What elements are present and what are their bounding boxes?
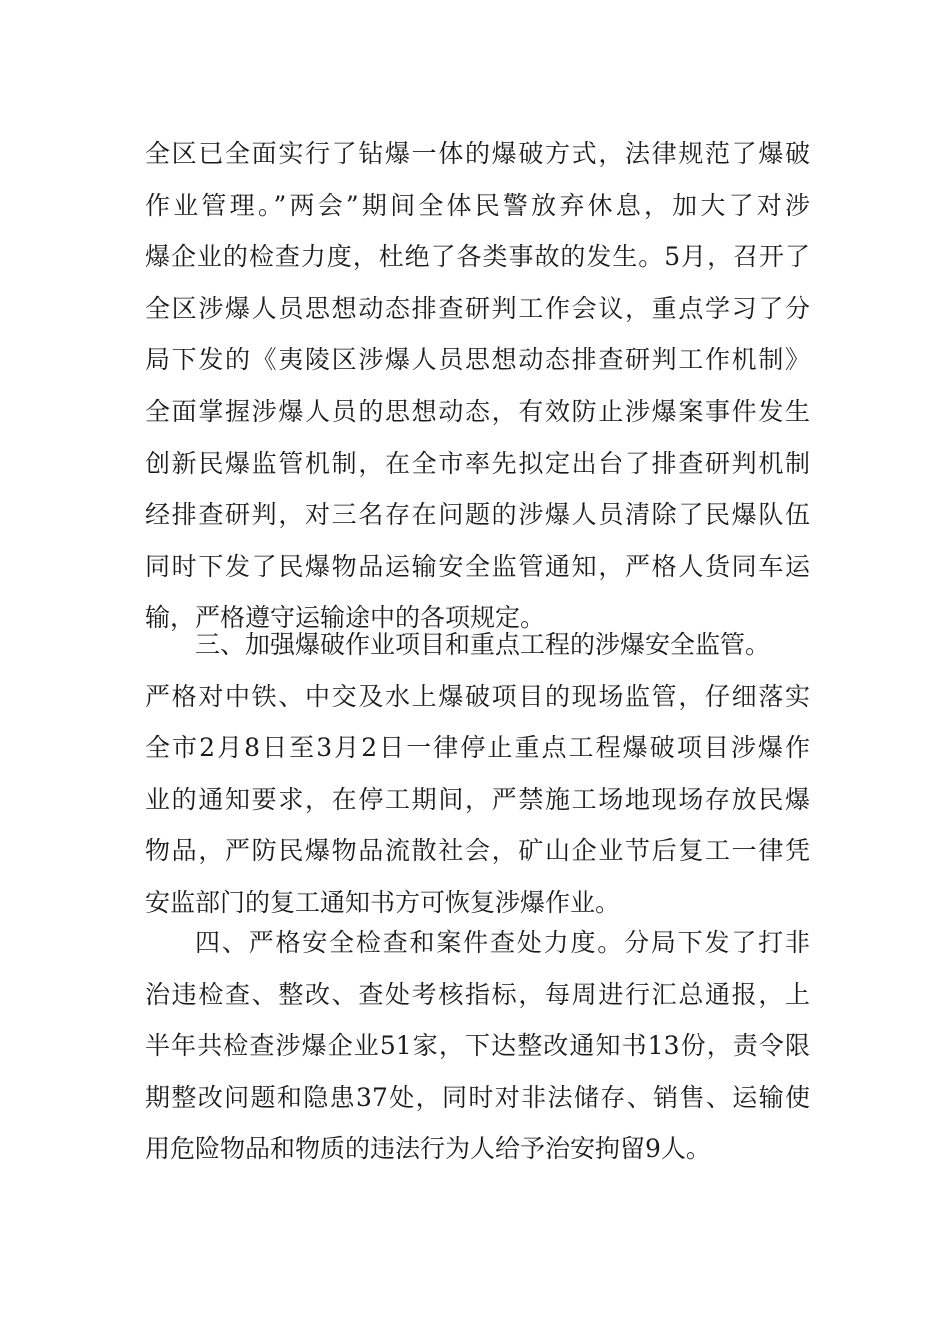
text-line: 物品，严防民爆物品流散社会，矿山企业节后复工一律凭	[145, 836, 810, 866]
paragraph-section-four	[145, 917, 810, 1175]
text-line: 作业管理。”两会”期间全体民警放弃休息，加大了对涉	[145, 190, 810, 220]
text-line: 同时下发了民爆物品运输安全监管通知，严格人货同车运	[145, 551, 810, 581]
section-heading-line: 四、严格安全检查和案件查处力度。分局下发了打非	[195, 928, 810, 957]
text-line: 全区已全面实行了钻爆一体的爆破方式，法律规范了爆破	[145, 139, 810, 168]
text-line: 全区涉爆人员思想动态排查研判工作会议，重点学习了分	[145, 293, 810, 323]
text-line: 业的通知要求，在停工期间，严禁施工场地现场存放民爆	[145, 784, 810, 814]
text-line: 治违检查、整改、查处考核指标，每周进行汇总通报，上	[145, 979, 810, 1009]
text-line: 爆企业的检查力度，杜绝了各类事故的发生。5月，召开了	[145, 242, 810, 272]
text-line: 用危险物品和物质的违法行为人给予治安拘留9人。	[145, 1134, 711, 1164]
text-line: 全面掌握涉爆人员的思想动态，有效防止涉爆案事件发生	[145, 396, 810, 426]
text-line: 经排查研判，对三名存在问题的涉爆人员清除了民爆队伍	[145, 500, 810, 530]
text-line: 严格对中铁、中交及水上爆破项目的现场监管，仔细落实	[145, 681, 810, 711]
text-line: 全市2月8日至3月2日一律停止重点工程爆破项目涉爆作	[145, 733, 810, 763]
text-line: 输，严格遵守运输途中的各项规定。	[145, 603, 546, 633]
text-line: 安监部门的复工通知书方可恢复涉爆作业。	[145, 887, 621, 917]
text-line: 期整改问题和隐患37处，同时对非法储存、销售、运输使	[145, 1082, 810, 1112]
paragraph-blasting-management	[145, 128, 810, 644]
text-line: 创新民爆监管机制，在全市率先拟定出台了排查研判机制	[145, 448, 810, 478]
paragraph-section-three	[145, 619, 810, 929]
text-line: 局下发的《夷陵区涉爆人员思想动态排查研判工作机制》	[145, 345, 810, 375]
text-line: 半年共检查涉爆企业51家，下达整改通知书13份，责令限	[145, 1031, 810, 1061]
section-heading-line: 三、加强爆破作业项目和重点工程的涉爆安全监管。	[195, 630, 771, 659]
